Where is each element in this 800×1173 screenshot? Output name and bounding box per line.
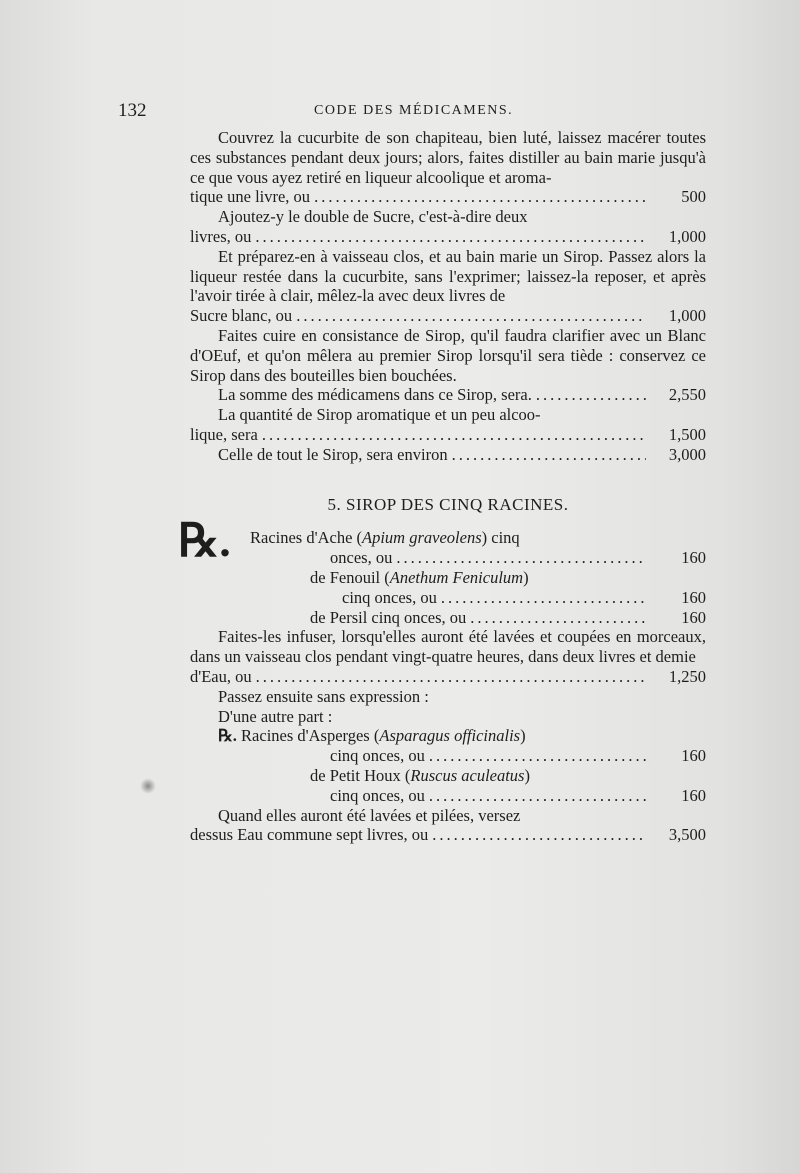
dot-leader xyxy=(432,825,646,845)
entry-value: 2,550 xyxy=(668,385,706,405)
paragraph-text: Couvrez la cucurbite de son chapiteau, bien luté, laissez macérer toutes ces substances pendant deux jours; alors, faites distiller au bain marie jusqu'à ce que vous ayez retiré en liqueur alcoolique et aroma- xyxy=(190,128,706,187)
entry-total-medicaments xyxy=(190,385,706,405)
paragraph-sugar xyxy=(190,207,706,247)
entry-line xyxy=(190,187,706,207)
latin-name: Anethum Feniculum xyxy=(389,567,524,587)
paragraph-infusion xyxy=(190,627,706,686)
entry-value: 1,000 xyxy=(668,226,706,246)
entry-text: Sucre blanc, ou xyxy=(190,306,293,326)
entry-text: cinq onces, ou xyxy=(330,746,425,766)
entry-value: 1,250 xyxy=(668,666,706,686)
ingredient-lead: de Fenouil ( xyxy=(310,567,390,587)
latin-name: Ruscus aculeatus xyxy=(410,765,525,785)
entry-text: onces, ou xyxy=(330,548,393,568)
ingredient-tail: ) cinq xyxy=(481,528,520,548)
entry-value: 160 xyxy=(681,746,706,766)
paragraph-syrup xyxy=(190,247,706,326)
entry-value: 3,500 xyxy=(668,825,706,845)
paragraph-strain: Passez ensuite sans expression : xyxy=(218,686,429,706)
ingredient-petit-houx xyxy=(190,766,706,786)
dot-leader xyxy=(470,608,646,628)
dot-leader xyxy=(429,746,646,766)
paragraph-text: Quand elles auront été lavées et pilées, versez xyxy=(218,805,521,825)
ingredient-tail: ) xyxy=(520,726,526,746)
dot-leader xyxy=(536,385,646,405)
entry-text: dessus Eau commune sept livres, ou xyxy=(190,825,429,845)
section-heading: 5. SIROP DES CINQ RACINES. xyxy=(327,494,569,514)
ingredient-lead: de Petit Houx ( xyxy=(310,765,411,785)
entry-value: 160 xyxy=(681,785,706,805)
entry-text: livres, ou xyxy=(190,226,252,246)
dot-leader xyxy=(441,588,646,608)
paragraph-text: Faites-les infuser, lorsqu'elles auront été lavées et coupées en morceaux, dans un vaisseau clos pendant vingt-quatre heures, dans deux livres et demie xyxy=(190,627,706,667)
entry-line xyxy=(190,306,706,326)
dot-leader xyxy=(396,548,646,568)
dot-leader xyxy=(429,786,646,806)
paragraph-water xyxy=(190,806,706,846)
paragraph-text: Ajoutez-y le double de Sucre, c'est-à-dire deux xyxy=(218,207,528,227)
entry-value: 3,000 xyxy=(668,444,706,464)
entry-value: 160 xyxy=(681,607,706,627)
ingredient-tail: ) xyxy=(523,567,529,587)
entry-text: de Persil cinq onces, ou xyxy=(310,607,467,627)
entry-text: Celle de tout le Sirop, sera environ xyxy=(218,444,448,464)
running-title: CODE DES MÉDICAMENS. xyxy=(314,103,514,118)
latin-name: Apium graveolens xyxy=(362,528,482,548)
entry-line xyxy=(190,825,706,845)
ingredient-ache xyxy=(190,528,706,548)
entry-text: d'Eau, ou xyxy=(190,666,252,686)
entry-line xyxy=(190,667,706,687)
entry-line xyxy=(190,746,706,766)
entry-text: cinq onces, ou xyxy=(342,587,437,607)
entry-text: tique une livre, ou xyxy=(190,187,311,207)
entry-value: 1,500 xyxy=(668,424,706,444)
entry-value: 160 xyxy=(681,587,706,607)
paragraph-aromatic-quantity xyxy=(190,405,706,445)
ingredient-asperges xyxy=(190,726,706,746)
dot-leader xyxy=(314,187,646,207)
recipe-block xyxy=(178,515,706,627)
entry-text: La somme des médicamens dans ce Sirop, sera. xyxy=(218,385,532,405)
entry-text: cinq onces, ou xyxy=(330,785,425,805)
entry-value: 1,000 xyxy=(668,306,706,326)
ink-stain xyxy=(140,778,156,794)
page-number: 132 xyxy=(118,100,147,121)
paragraph-text: La quantité de Sirop aromatique et un peu alcoo- xyxy=(218,405,541,425)
entry-line xyxy=(190,425,706,445)
ingredient-fenouil xyxy=(190,568,706,588)
entry-text: lique, sera xyxy=(190,424,258,444)
dot-leader xyxy=(262,425,646,445)
paragraph-text: Et préparez-en à vaisseau clos, et au bain marie un Sirop. Passez alors la liqueur restée dans la cucurbite, sans l'exprimer; laissez-la reposer, et après l'avoir tirée à clair, mêlez-la avec deux livres de xyxy=(190,246,706,306)
latin-name: Asparagus officinalis xyxy=(379,726,521,746)
ingredient-persil xyxy=(190,608,706,628)
entry-value: 160 xyxy=(681,548,706,568)
ingredient-tail: ) xyxy=(524,765,530,785)
page-header xyxy=(118,100,638,128)
recipe-block-2 xyxy=(190,726,706,805)
dot-leader xyxy=(452,445,646,465)
ingredient-lead: Racines d'Ache ( xyxy=(250,528,363,548)
paragraph-clarify: Faites cuire en consistance de Sirop, qu'il faudra clarifier avec un Blanc d'OEuf, et qu'on mêlera au premier Sirop lorsqu'il sera tiède : conservez ce Sirop dans des bouteilles bien bouchées. xyxy=(190,325,706,385)
dot-leader xyxy=(255,227,646,247)
entry-line xyxy=(190,588,706,608)
paragraph-other-part: D'une autre part : xyxy=(218,706,333,726)
entry-line xyxy=(190,786,706,806)
paragraph-distillation xyxy=(190,128,706,207)
dot-leader xyxy=(256,667,646,687)
entry-line xyxy=(190,227,706,247)
entry-value: 500 xyxy=(681,187,706,207)
ingredient-lead: Racines d'Asperges ( xyxy=(241,726,380,746)
dot-leader xyxy=(296,306,646,326)
page-body xyxy=(178,128,706,845)
entry-total-syrup xyxy=(190,445,706,465)
rx-symbol: ℞. xyxy=(178,515,231,567)
entry-line xyxy=(190,548,706,568)
rx-symbol-small: ℞. xyxy=(218,726,237,746)
